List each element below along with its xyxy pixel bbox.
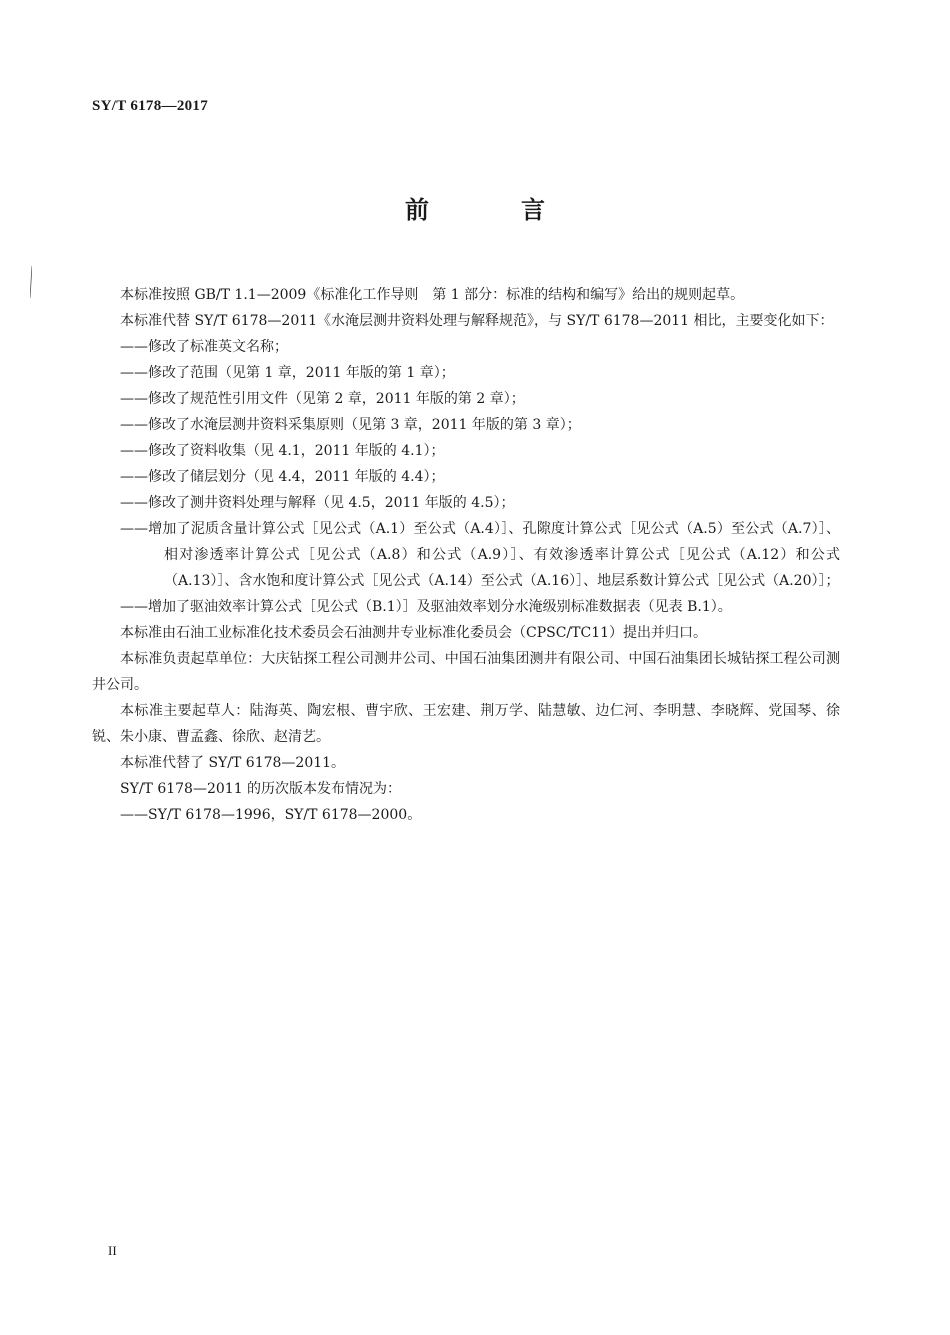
paragraph-history-intro: SY/T 6178—2011 的历次版本发布情况为： xyxy=(120,781,402,797)
change-item: ——增加了驱油效率计算公式［见公式（B.1）］及驱油效率划分水淹级别标准数据表（见表 B.1）。 xyxy=(120,599,732,615)
change-item: ——修改了规范性引用文件（见第 2 章，2011 年版的第 2 章）； xyxy=(120,391,525,407)
page-number: II xyxy=(108,1243,117,1258)
change-item: ——修改了资料收集（见 4.1，2011 年版的 4.1）； xyxy=(120,443,445,459)
paragraph-drafters: 本标准主要起草人：陆海英、陶宏根、曹宇欣、王宏建、荆万学、陆慧敏、边仁河、李明慧、李晓辉、党国琴、徐锐、朱小康、曹孟鑫、徐欣、赵清艺。 xyxy=(92,703,840,745)
change-item: ——修改了储层划分（见 4.4，2011 年版的 4.4）； xyxy=(120,469,445,485)
standard-code: SY/T 6178—2017 xyxy=(92,98,209,114)
change-item: ——修改了测井资料处理与解释（见 4.5，2011 年版的 4.5）； xyxy=(120,495,515,511)
change-item: ——增加了泥质含量计算公式［见公式（A.1）至公式（A.4）］、孔隙度计算公式［见公式（A.5）至公式（A.7）］、相对渗透率计算公式［见公式（A.8）和公式（A.9）］、有效渗透率计算公式［见公式（A.12）和公式（A.13）］、含水饱和度计算公式［见公式（A.14）至公式（A.16）］、地层系数计算公式［见公式（A.20）］； xyxy=(120,521,840,589)
scan-artifact-mark xyxy=(30,266,32,298)
paragraph-proposer: 本标准由石油工业标准化技术委员会石油测井专业标准化委员会（CPSC/TC11）提出并归口。 xyxy=(120,625,708,641)
change-item: ——修改了水淹层测井资料采集原则（见第 3 章，2011 年版的第 3 章）； xyxy=(120,417,581,433)
paragraph-replaces: 本标准代替了 SY/T 6178—2011。 xyxy=(120,755,346,771)
paragraph-drafting-rule: 本标准按照 GB/T 1.1—2009《标准化工作导则 第 1 部分：标准的结构和编写》给出的规则起草。 xyxy=(120,287,745,303)
change-item: ——修改了标准英文名称； xyxy=(120,339,288,355)
foreword-body xyxy=(92,282,840,828)
paragraph-replacement: 本标准代替 SY/T 6178—2011《水淹层测井资料处理与解释规范》，与 SY/T 6178—2011 相比，主要变化如下： xyxy=(120,313,834,329)
change-item: ——修改了范围（见第 1 章，2011 年版的第 1 章）； xyxy=(120,365,455,381)
paragraph-drafting-units: 本标准负责起草单位：大庆钻探工程公司测井公司、中国石油集团测井有限公司、中国石油集团长城钻探工程公司测井公司。 xyxy=(92,651,840,693)
history-item: ——SY/T 6178—1996，SY/T 6178—2000。 xyxy=(120,807,422,823)
page-title: 前 言 xyxy=(405,196,579,224)
